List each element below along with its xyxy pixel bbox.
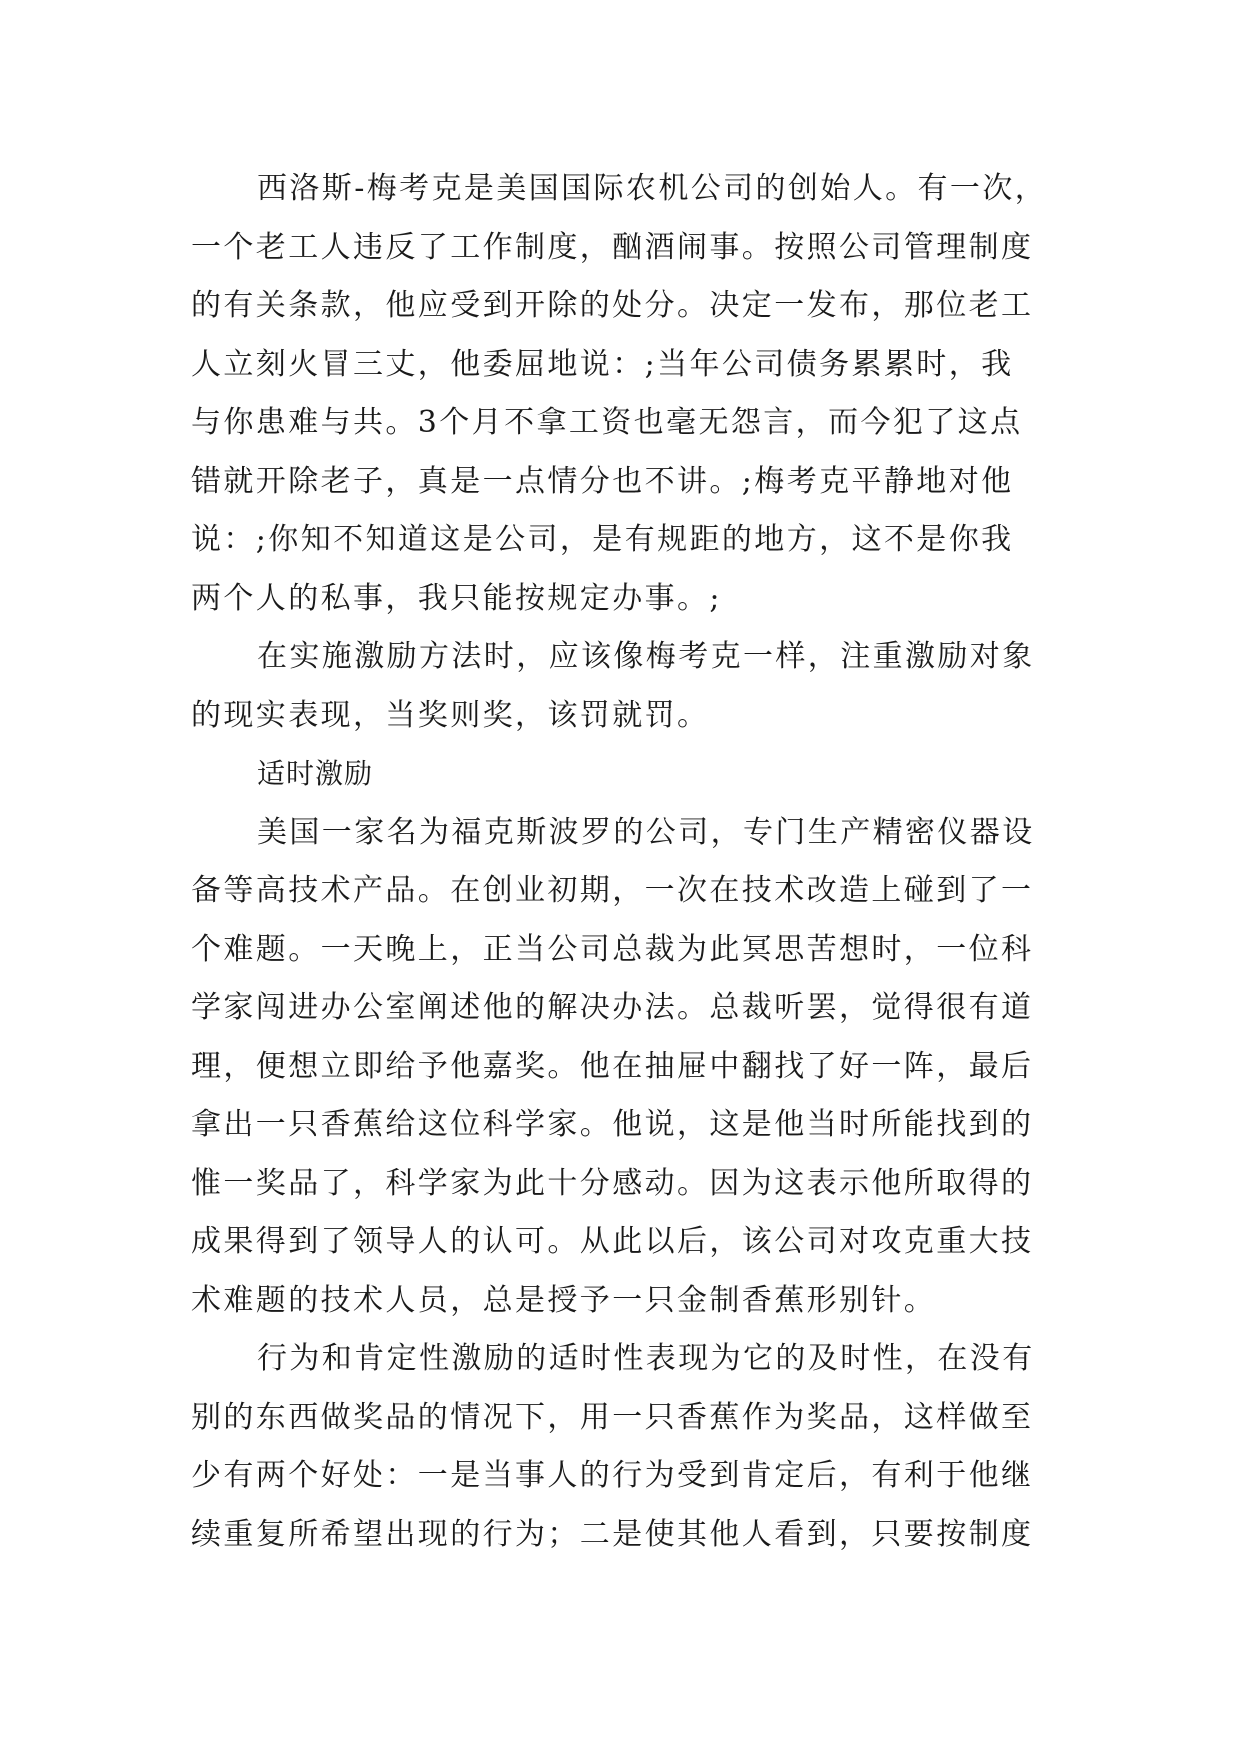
paragraph-2-line-2: 的现实表现，当奖则奖，该罚就罚。 [191, 697, 710, 733]
paragraph-3-line-4: 学家闯进办公室阐述他的解决办法。总裁听罢，觉得很有道 [191, 990, 1034, 1025]
paragraph-3-line-9: 术难题的技术人员，总是授予一只金制香蕉形别针。 [191, 1282, 937, 1318]
paragraph-3-line-8: 成果得到了领导人的认可。从此以后，该公司对攻克重大技 [191, 1224, 1034, 1259]
paragraph-1-line-7: 说：;你知不知道这是公司，是有规距的地方，这不是你我 [191, 522, 1014, 557]
section-heading: 适时激励 [257, 757, 374, 790]
paragraph-1-line-5: 与你患难与共。3个月不拿工资也毫无怨言，而今犯了这点 [191, 405, 1023, 440]
paragraph-1-line-4: 人立刻火冒三丈，他委屈地说：;当年公司债务累累时，我 [191, 346, 1014, 382]
paragraph-4-line-3: 少有两个好处：一是当事人的行为受到肯定后，有利于他继 [191, 1458, 1034, 1493]
paragraph-1-line-3: 的有关条款，他应受到开除的处分。决定一发布，那位老工 [191, 288, 1034, 323]
paragraph-3-line-6: 拿出一只香蕉给这位科学家。他说，这是他当时所能找到的 [191, 1107, 1034, 1142]
paragraph-3-line-2: 备等高技术产品。在创业初期，一次在技术改造上碰到了一 [191, 873, 1034, 908]
paragraph-3-line-7: 惟一奖品了，科学家为此十分感动。因为这表示他所取得的 [191, 1165, 1034, 1201]
paragraph-4-line-2: 别的东西做奖品的情况下，用一只香蕉作为奖品，这样做至 [191, 1399, 1034, 1435]
paragraph-3-line-3: 个难题。一天晚上，正当公司总裁为此冥思苦想时，一位科 [191, 931, 1034, 967]
paragraph-1-line-1: 西洛斯-梅考克是美国国际农机公司的创始人。有一次， [257, 171, 1048, 206]
paragraph-1-line-2: 一个老工人违反了工作制度，酗酒闹事。按照公司管理制度 [191, 229, 1034, 265]
paragraph-1-line-6: 错就开除老子，真是一点情分也不讲。;梅考克平静地对他 [191, 463, 1014, 499]
document-body [191, 160, 1051, 1564]
paragraph-3-line-1: 美国一家名为福克斯波罗的公司，专门生产精密仪器设 [257, 814, 1035, 850]
paragraph-1-line-8: 两个人的私事，我只能按规定办事。; [191, 580, 722, 616]
paragraph-2-line-1: 在实施激励方法时，应该像梅考克一样，注重激励对象 [257, 639, 1035, 674]
paragraph-4-line-4: 续重复所希望出现的行为；二是使其他人看到，只要按制度 [191, 1516, 1034, 1552]
paragraph-3-line-5: 理，便想立即给予他嘉奖。他在抽屉中翻找了好一阵，最后 [191, 1048, 1034, 1084]
paragraph-4-line-1: 行为和肯定性激励的适时性表现为它的及时性，在没有 [257, 1341, 1035, 1376]
